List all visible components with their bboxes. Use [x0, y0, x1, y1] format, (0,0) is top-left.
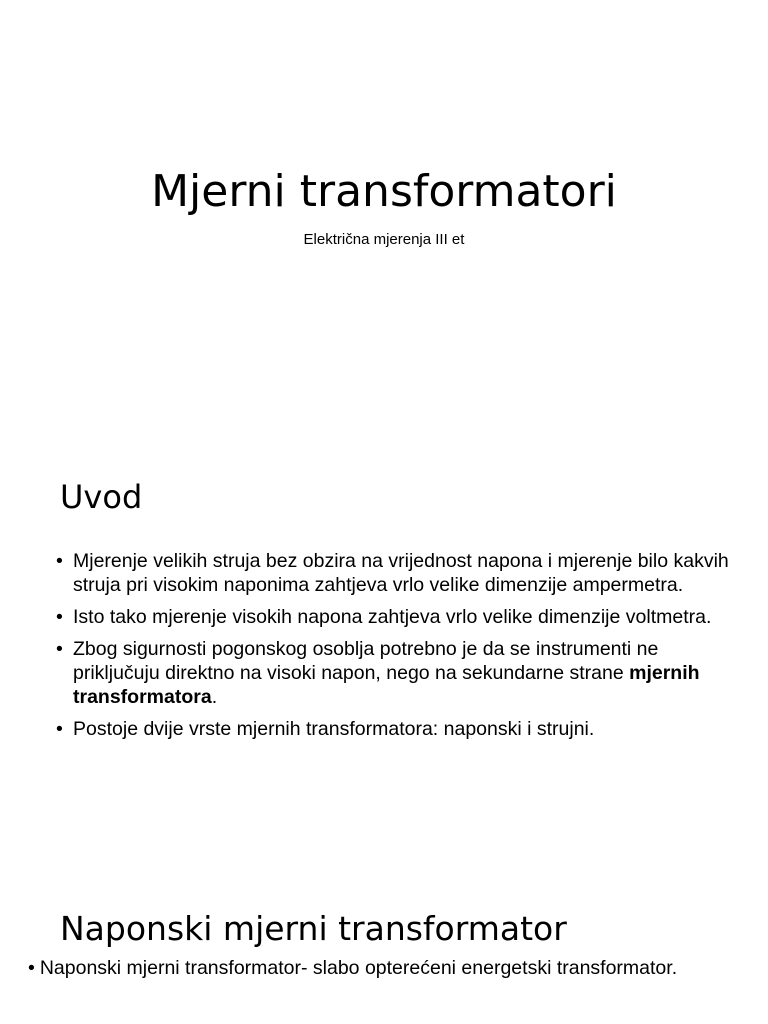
- list-item: [56, 717, 736, 741]
- bullet-icon: •: [56, 718, 63, 740]
- bullet-suffix: .: [211, 686, 218, 708]
- bullet-text: Naponski mjerni transformator- slabo opterećeni energetski transformator.: [39, 957, 678, 979]
- bullet-text: Isto tako mjerenje visokih napona zahtjeva vrlo velike dimenzije voltmetra.: [73, 606, 712, 628]
- bullet-text: Mjerenje velikih struja bez obzira na vrijednost napona i mjerenje bilo kakvih struja pri visokim naponima zahtjeva vrlo velike dimenzije ampermetra.: [73, 550, 729, 596]
- slide-title: Mjerni transformatori: [151, 166, 617, 217]
- slide-subtitle: Električna mjerenja III et: [303, 231, 465, 248]
- bullet-icon: •: [56, 638, 63, 660]
- bullet-icon: •: [28, 957, 35, 979]
- list-item: [56, 605, 736, 629]
- bullet-text: Postoje dvije vrste mjernih transformatora: naponski i strujni.: [73, 718, 595, 740]
- bullet-bold-text: mjernih transformatora: [73, 662, 700, 708]
- section-heading-naponski: Naponski mjerni transformator: [60, 909, 567, 948]
- bullet-text: Zbog sigurnosti pogonskog osoblja potrebno je da se instrumenti ne priključuju direktno na visoki napon, nego na sekundarne strane: [73, 638, 659, 684]
- section-heading-uvod: Uvod: [60, 478, 143, 516]
- bullet-icon: •: [56, 550, 63, 572]
- bullet-list-uvod: [56, 549, 736, 749]
- list-item: [56, 549, 736, 597]
- list-item: [56, 637, 736, 709]
- list-item: [28, 956, 758, 980]
- bullet-icon: •: [56, 606, 63, 628]
